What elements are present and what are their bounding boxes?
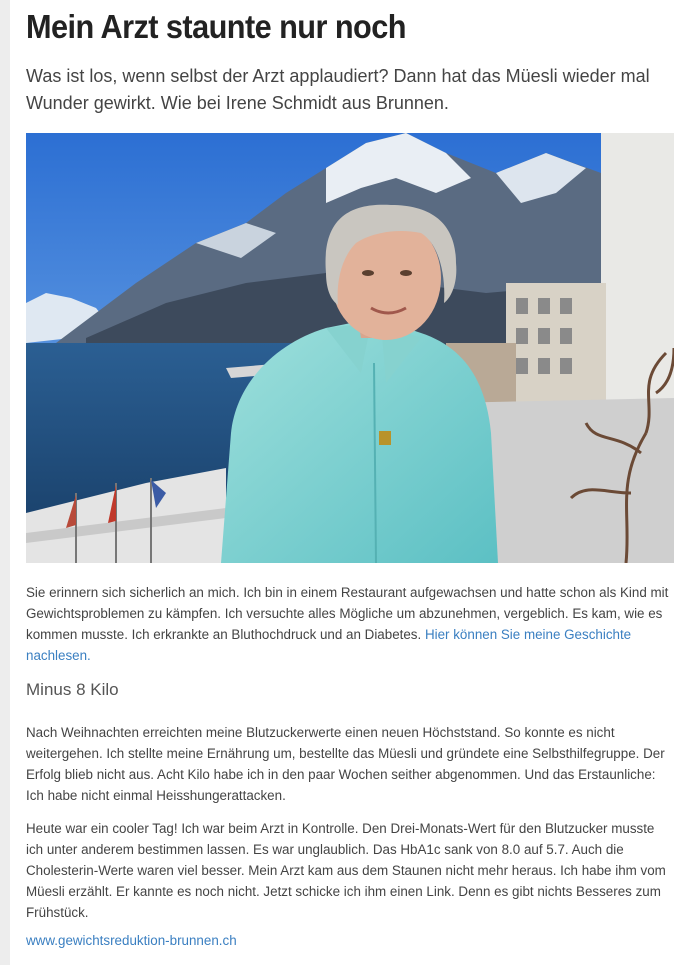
intro-paragraph-text: Sie erinnern sich sicherlich an mich. Ich bin in einem Restaurant aufgewachsen und hatte schon als Kind mit Gewichtsproblemen zu kämpfen. Ich versuchte alles Mögliche um abzunehmen, vergeblich. Es kam, wie es kommen musste. Ich erkrankte an Bluthochdruck und an Diabetes. [26,585,669,642]
article-title: Mein Arzt staunte nur noch [26,8,406,45]
intro-paragraph [26,582,674,666]
hero-photo [26,133,674,563]
paragraph-weight-loss: Nach Weihnachten erreichten meine Blutzuckerwerte einen neuen Höchststand. So konnte es nicht weitergehen. Ich stellte meine Ernährung um, bestellte das Müesli und gründete eine Selbsthilfegruppe. Der Erfolg blieb nicht aus. Acht Kilo habe ich in den paar Wochen seither abgenommen. Und das Erstaunliche: Ich habe nicht einmal Heisshungerattacken. [26,725,665,803]
website-link[interactable]: www.gewichtsreduktion-brunnen.ch [26,933,237,948]
story-link[interactable]: Hier können Sie meine Geschichte nachlesen. [26,627,632,663]
section-heading: Minus 8 Kilo [26,680,119,699]
page-left-border [0,0,10,965]
article-lead: Was ist los, wenn selbst der Arzt applaudiert? Dann hat das Müesli wieder mal Wunder gewirkt. Wie bei Irene Schmidt aus Brunnen. [26,66,650,113]
paragraph-doctor-visit: Heute war ein cooler Tag! Ich war beim Arzt in Kontrolle. Den Drei-Monats-Wert für den Blutzucker musste ich unter anderem bestimmen lassen. Es war unglaublich. Das HbA1c sank von 8.0 auf 5.7. Auch die Cholesterin-Werte waren viel besser. Mein Arzt kam aus dem Staunen nicht mehr heraus. Ich habe ihm vom Müesli erzählt. Er kannte es noch nicht. Jetzt schicke ich ihm einen Link. Denn es gibt nichts Besseres zum Frühstück. [26,821,666,920]
